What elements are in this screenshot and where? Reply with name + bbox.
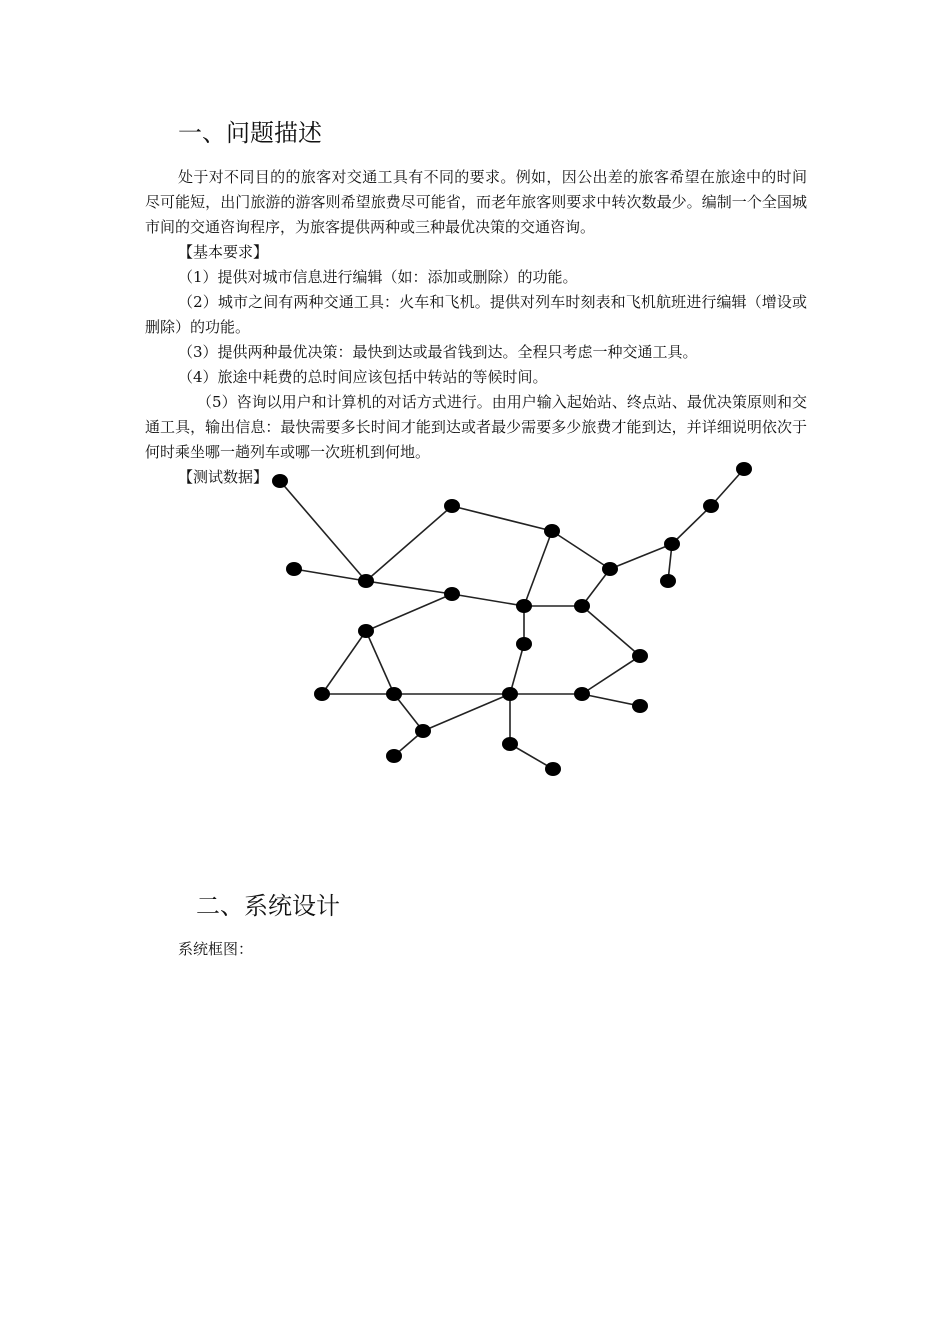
graph-node xyxy=(358,574,374,588)
graph-node xyxy=(386,687,402,701)
graph-node xyxy=(516,599,532,613)
graph-node xyxy=(444,587,460,601)
graph-edge xyxy=(452,506,552,531)
graph-edge xyxy=(582,694,640,706)
requirement-item-5: （5）咨询以用户和计算机的对话方式进行。由用户输入起始站、终点站、最优决策原则和交通工具，输出信息：最快需要多长时间才能到达或者最少需要多少旅费才能到达，并详细说明依次于何时乘坐哪一趟列车或哪一次班机到何地。 xyxy=(145,393,807,461)
graph-edge xyxy=(582,606,640,656)
graph-node xyxy=(574,599,590,613)
graph-node xyxy=(286,562,302,576)
requirement-item-1: （1）提供对城市信息进行编辑（如：添加或删除）的功能。 xyxy=(178,268,578,286)
graph-node xyxy=(314,687,330,701)
graph-edge xyxy=(452,594,524,606)
graph-edge xyxy=(510,644,524,694)
graph-edge xyxy=(366,631,394,694)
graph-node xyxy=(632,699,648,713)
test-data-title: 【测试数据】 xyxy=(178,468,269,486)
section-1-title: 一、问题描述 xyxy=(178,119,322,147)
graph-node xyxy=(545,762,561,776)
graph-edge xyxy=(423,694,510,731)
requirement-item-4: （4）旅途中耗费的总时间应该包括中转站的等候时间。 xyxy=(178,368,548,386)
graph-node xyxy=(502,737,518,751)
graph-edge xyxy=(394,731,423,756)
system-diagram-label: 系统框图： xyxy=(178,940,254,958)
requirement-item-3: （3）提供两种最优决策：最快到达或最省钱到达。全程只考虑一种交通工具。 xyxy=(178,343,698,361)
graph-node xyxy=(386,749,402,763)
requirement-item-2: （2）城市之间有两种交通工具：火车和飞机。提供对列车时刻表和飞机航班进行编辑（增设或删除）的功能。 xyxy=(145,293,807,336)
graph-node xyxy=(444,499,460,513)
graph-node xyxy=(660,574,676,588)
graph-node xyxy=(574,687,590,701)
graph-node xyxy=(664,537,680,551)
graph-edge xyxy=(366,594,452,631)
graph-edge xyxy=(711,469,744,506)
graph-edge xyxy=(294,569,366,581)
graph-node xyxy=(516,637,532,651)
intro-paragraph: 处于对不同目的的旅客对交通工具有不同的要求。例如，因公出差的旅客希望在旅途中的时间尽可能短，出门旅游的游客则希望旅费尽可能省，而老年旅客则要求中转次数最少。编制一个全国城市间的交通咨询程序，为旅客提供两种或三种最优决策的交通咨询。 xyxy=(145,168,807,236)
graph-edge xyxy=(366,506,452,581)
graph-edge xyxy=(394,694,423,731)
graph-edge xyxy=(672,506,711,544)
graph-edge xyxy=(610,544,672,569)
graph-edge xyxy=(510,744,553,769)
section-2-title: 二、系统设计 xyxy=(196,892,340,920)
graph-nodes xyxy=(272,462,752,776)
graph-node xyxy=(502,687,518,701)
graph-edge xyxy=(582,569,610,606)
graph-edge xyxy=(366,581,452,594)
graph-edge xyxy=(552,531,610,569)
graph-edges xyxy=(280,469,744,769)
graph-edge xyxy=(322,631,366,694)
graph-node xyxy=(544,524,560,538)
graph-node xyxy=(602,562,618,576)
graph-node xyxy=(358,624,374,638)
graph-node xyxy=(415,724,431,738)
graph-node xyxy=(272,474,288,488)
graph-node xyxy=(703,499,719,513)
graph-edge xyxy=(524,531,552,606)
graph-edge xyxy=(668,544,672,581)
graph-edge xyxy=(280,481,366,581)
graph-node xyxy=(632,649,648,663)
requirements-title: 【基本要求】 xyxy=(178,243,269,261)
graph-edge xyxy=(582,656,640,694)
